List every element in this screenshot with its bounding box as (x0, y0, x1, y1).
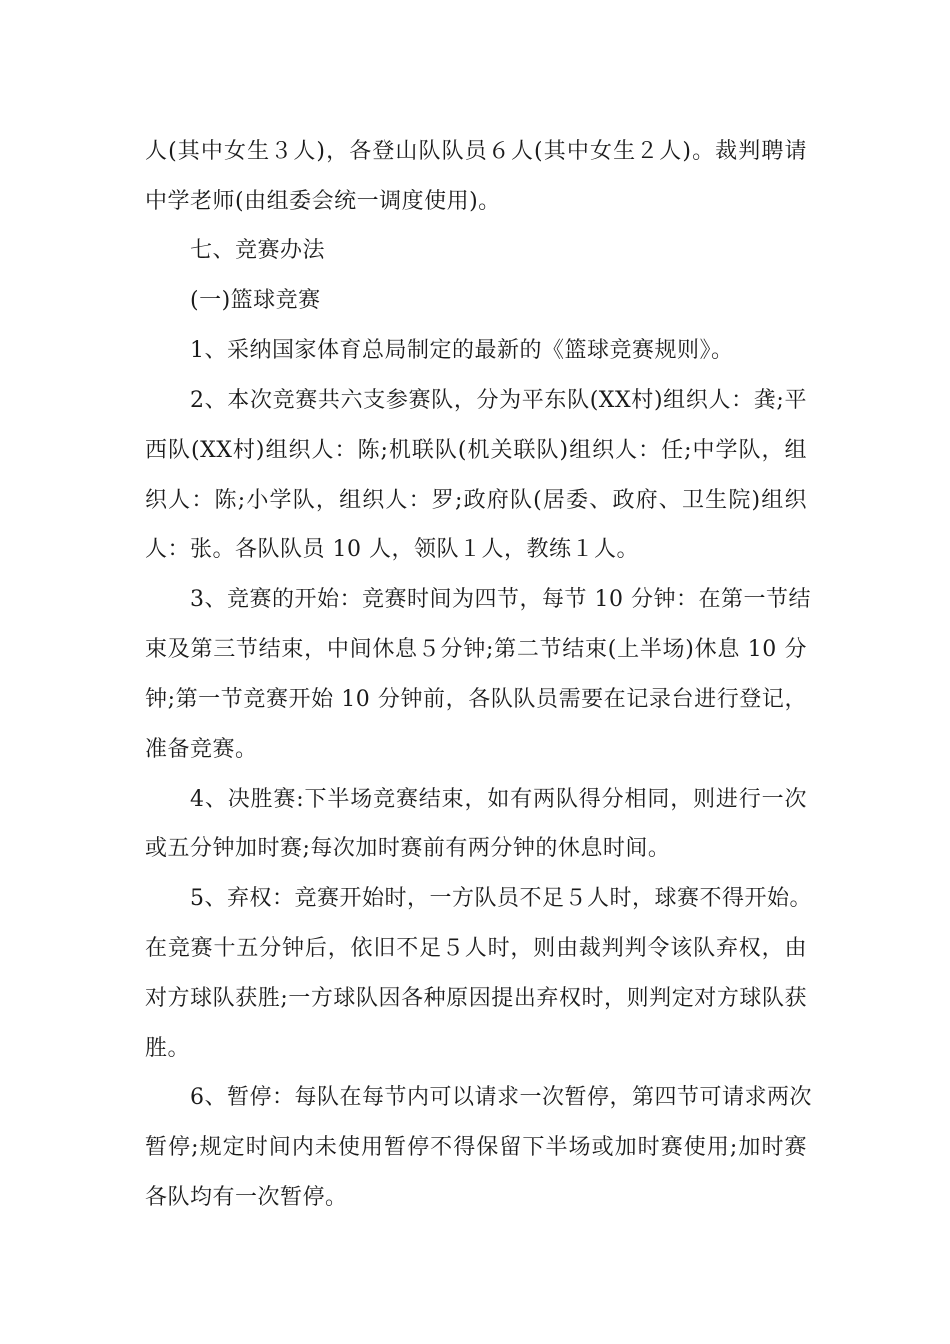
text-line: 在竞赛十五分钟后，依旧不足５人时，则由裁判判令该队弃权，由 (145, 936, 807, 961)
text-line: 1、采纳国家体育总局制定的最新的《篮球竞赛规则》。 (190, 338, 734, 363)
text-line: 人(其中女生３人)，各登山队队员６人(其中女生２人)。裁判聘请 (145, 139, 807, 164)
section-heading: 七、竞赛办法 (190, 238, 326, 263)
text-line: 各队均有一次暂停。 (145, 1185, 348, 1210)
text-line: 织人：陈;小学队，组织人：罗;政府队(居委、政府、卫生院)组织 (145, 488, 807, 513)
text-line: 5、弃权：竞赛开始时，一方队员不足５人时，球赛不得开始。 (190, 886, 812, 911)
text-line: 中学老师(由组委会统一调度使用)。 (145, 189, 501, 214)
text-line: 6、暂停：每队在每节内可以请求一次暂停，第四节可请求两次 (190, 1085, 812, 1110)
text-line: 或五分钟加时赛;每次加时赛前有两分钟的休息时间。 (145, 836, 671, 861)
text-line: 对方球队获胜;一方球队因各种原因提出弃权时，则判定对方球队获 (145, 986, 807, 1011)
text-line: 钟;第一节竞赛开始 10 分钟前，各队队员需要在记录台进行登记， (145, 687, 807, 712)
text-line: 准备竞赛。 (145, 737, 258, 762)
text-line: 人：张。各队队员 10 人，领队１人，教练１人。 (145, 537, 639, 562)
text-line: 2、本次竞赛共六支参赛队，分为平东队(XX村)组织人：龚;平 (190, 388, 807, 413)
text-line: 暂停;规定时间内未使用暂停不得保留下半场或加时赛使用;加时赛 (145, 1135, 807, 1160)
text-line: 3、竞赛的开始：竞赛时间为四节，每节 10 分钟：在第一节结 (190, 587, 811, 612)
text-line: 胜。 (145, 1036, 191, 1061)
text-line: 西队(XX村)组织人：陈;机联队(机关联队)组织人：任;中学队，组 (145, 438, 807, 463)
text-line: 束及第三节结束，中间休息５分钟;第二节结束(上半场)休息 10 分 (145, 637, 807, 662)
text-line: 4、决胜赛:下半场竞赛结束，如有两队得分相同，则进行一次 (190, 787, 807, 812)
subsection-heading: (一)篮球竞赛 (190, 288, 321, 313)
